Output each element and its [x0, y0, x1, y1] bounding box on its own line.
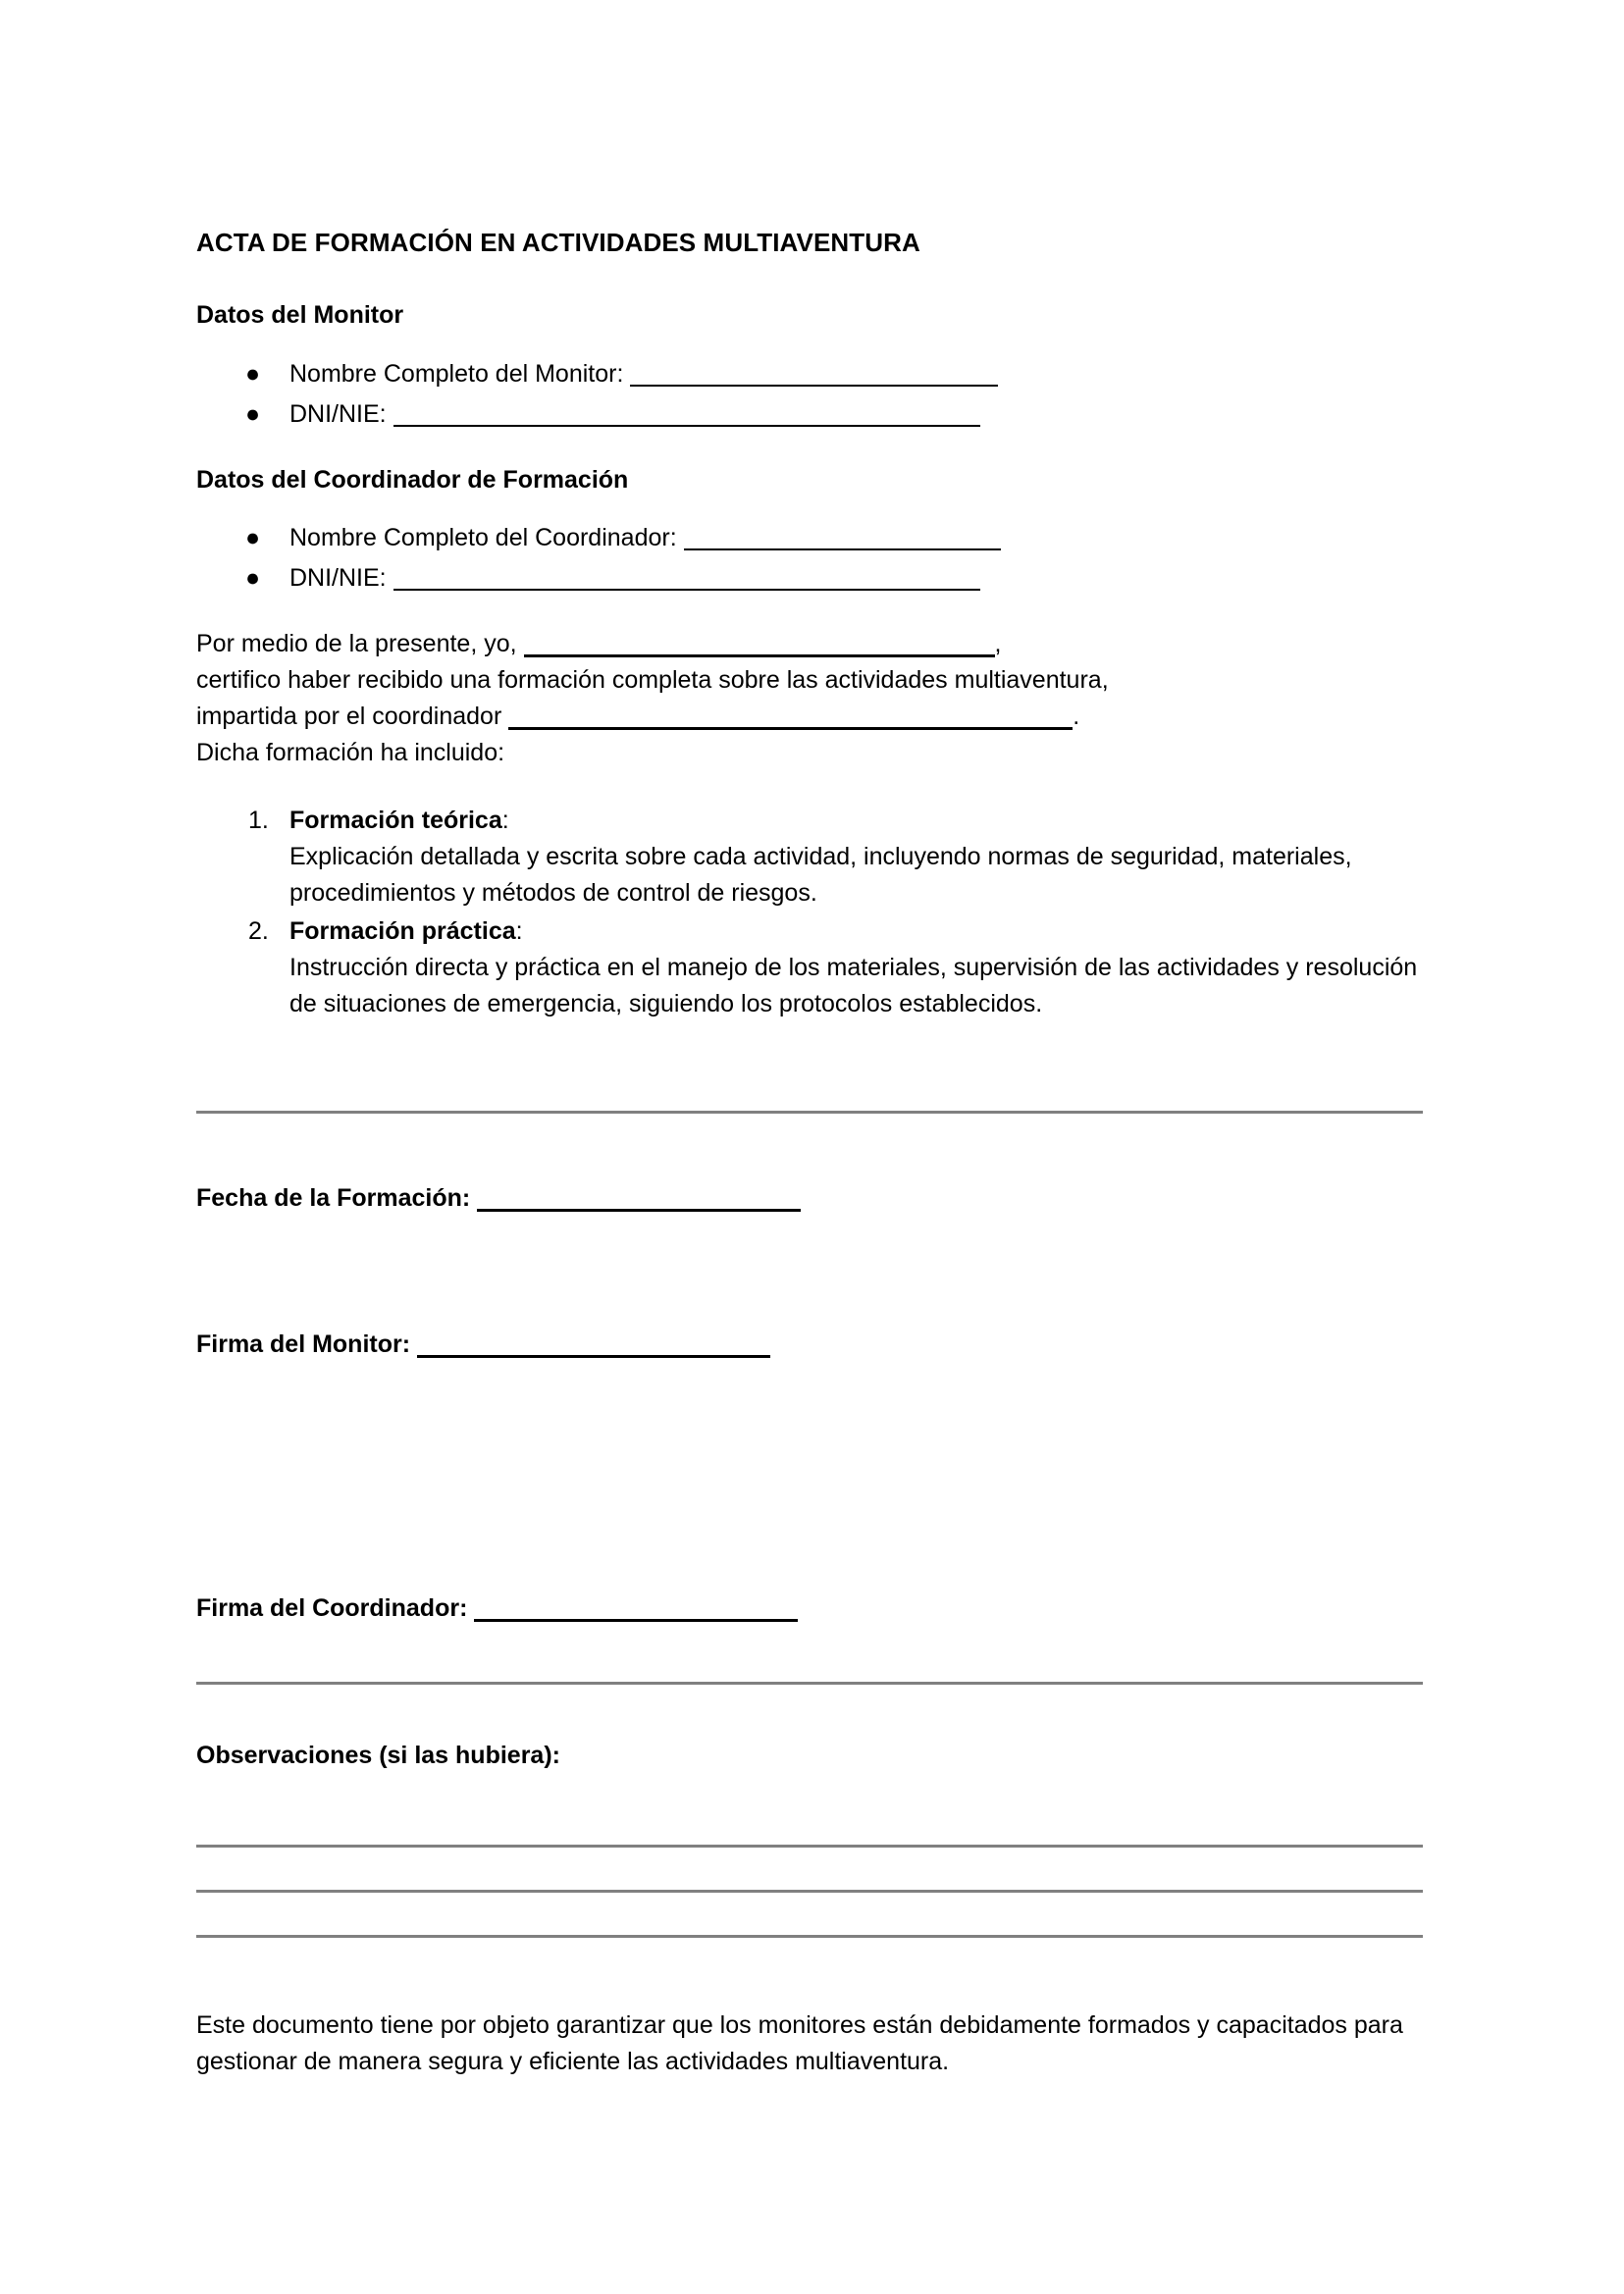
date-field-row — [196, 1180, 1423, 1217]
date-blank[interactable] — [477, 1209, 801, 1212]
training-item-body: Explicación detallada y escrita sobre cada actividad, incluyendo normas de seguridad, materiales, procedimientos y métodos de control de riesgos. — [289, 843, 1352, 907]
declaration-line3-prefix: impartida por el coordinador — [196, 703, 502, 730]
declarant-name-blank[interactable] — [524, 654, 995, 657]
monitor-signature-label: Firma del Monitor: — [196, 1330, 411, 1358]
declaration-line4: Dicha formación ha incluido: — [196, 739, 505, 766]
coordinator-fields-list — [196, 520, 1423, 597]
coordinator-signature-label: Firma del Coordinador: — [196, 1594, 468, 1622]
training-item-body: Instrucción directa y práctica en el manejo de los materiales, supervisión de las actividades y resolución de situaciones de emergencia, siguiendo los protocolos establecidos. — [289, 954, 1418, 1017]
training-item-term: Formación teórica — [289, 807, 502, 834]
monitor-fields-list — [196, 356, 1423, 433]
list-number: 2. — [248, 917, 269, 945]
monitor-signature-row — [196, 1327, 1423, 1363]
bullet-icon: ● — [245, 359, 261, 388]
list-number: 1. — [248, 807, 269, 834]
date-label: Fecha de la Formación: — [196, 1184, 471, 1212]
coordinator-signature-blank[interactable] — [474, 1619, 798, 1622]
list-item — [196, 913, 1423, 1022]
field-label: DNI/NIE: — [289, 564, 387, 592]
training-item-term-suffix: : — [515, 917, 523, 945]
declaration-line2: certifico haber recibido una formación completa sobre las actividades multiaventura, — [196, 666, 1109, 694]
monitor-name-blank[interactable] — [630, 385, 998, 387]
bullet-icon: ● — [245, 399, 261, 428]
field-label: DNI/NIE: — [289, 399, 387, 428]
training-item-term: Formación práctica — [289, 917, 516, 945]
training-item-term-suffix: : — [501, 807, 509, 834]
bullet-icon: ● — [245, 564, 261, 592]
monitor-signature-blank[interactable] — [417, 1355, 770, 1358]
list-item — [196, 520, 1423, 556]
list-item — [196, 560, 1423, 597]
field-label: Nombre Completo del Monitor: — [289, 359, 624, 388]
monitor-dni-blank[interactable] — [393, 425, 980, 427]
field-label: Nombre Completo del Coordinador: — [289, 524, 677, 551]
bullet-icon: ● — [245, 524, 261, 551]
monitor-section-heading: Datos del Monitor — [196, 301, 404, 329]
list-item — [196, 396, 1423, 433]
coordinator-signature-row — [196, 1590, 1423, 1627]
coordinator-name-blank[interactable] — [684, 548, 1001, 550]
declaration-coordinator-blank[interactable] — [508, 727, 1073, 730]
list-item — [196, 803, 1423, 912]
training-items-list — [196, 803, 1423, 1022]
coordinator-section-heading: Datos del Coordinador de Formación — [196, 465, 629, 494]
list-item — [196, 356, 1423, 392]
declaration-line1-prefix: Por medio de la presente, yo, — [196, 630, 517, 657]
declaration-line3-suffix: . — [1073, 703, 1080, 730]
declaration-line1-suffix: , — [994, 630, 1002, 657]
coordinator-dni-blank[interactable] — [393, 589, 980, 591]
observations-heading: Observaciones (si las hubiera): — [196, 1742, 560, 1769]
page-title: ACTA DE FORMACIÓN EN ACTIVIDADES MULTIAVENTURA — [196, 228, 920, 257]
declaration-paragraph — [196, 626, 1423, 771]
closing-paragraph: Este documento tiene por objeto garantizar que los monitores están debidamente formados y capacitados para gestionar de manera segura y eficiente las actividades multiaventura. — [196, 2011, 1403, 2075]
